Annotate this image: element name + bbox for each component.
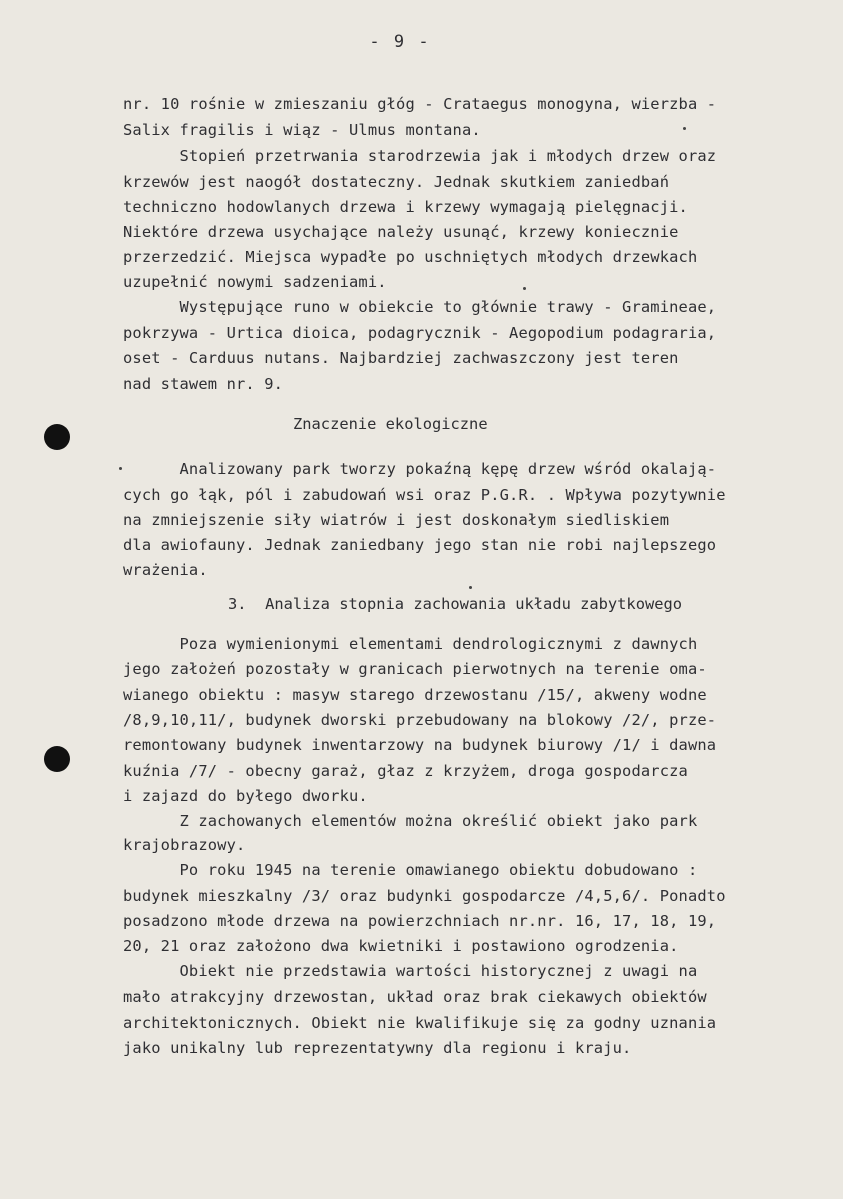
text-line: Poza wymienionymi elementami dendrologicznymi z dawnych bbox=[123, 635, 698, 653]
scan-speck bbox=[523, 287, 526, 290]
scan-speck bbox=[119, 467, 122, 470]
text-line: oset - Carduus nutans. Najbardziej zachwaszczony jest teren bbox=[123, 349, 679, 367]
punch-hole-bottom bbox=[44, 746, 70, 772]
text-line: wianego obiektu : masyw starego drzewostanu /15/, akweny wodne bbox=[123, 686, 707, 704]
text-line: Po roku 1945 na terenie omawianego obiektu dobudowano : bbox=[123, 861, 698, 879]
text-line: krajobrazowy. bbox=[123, 836, 246, 854]
scan-speck bbox=[469, 586, 472, 589]
text-line: jego założeń pozostały w granicach pierwotnych na terenie oma- bbox=[123, 660, 707, 678]
text-line: Występujące runo w obiekcie to głównie trawy - Gramineae, bbox=[123, 298, 717, 316]
text-line: dla awiofauny. Jednak zaniedbany jego stan nie robi najlepszego bbox=[123, 536, 717, 554]
text-line: Stopień przetrwania starodrzewia jak i młodych drzew oraz bbox=[123, 147, 717, 165]
text-line: /8,9,10,11/, budynek dworski przebudowany na blokowy /2/, prze- bbox=[123, 711, 717, 729]
text-line: remontowany budynek inwentarzowy na budynek biurowy /1/ i dawna bbox=[123, 736, 717, 754]
text-line: wrażenia. bbox=[123, 561, 208, 579]
text-line: Niektóre drzewa usychające należy usunąć, krzewy koniecznie bbox=[123, 223, 679, 241]
scan-speck bbox=[683, 127, 686, 130]
text-line: mało atrakcyjny drzewostan, układ oraz brak ciekawych obiektów bbox=[123, 988, 707, 1006]
text-line: Salix fragilis i wiąz - Ulmus montana. bbox=[123, 121, 481, 139]
text-line: kuźnia /7/ - obecny garaż, głaz z krzyżem, droga gospodarcza bbox=[123, 762, 688, 780]
text-line: nr. 10 rośnie w zmieszaniu głóg - Crataegus monogyna, wierzba - bbox=[123, 95, 717, 113]
text-line: Analizowany park tworzy pokaźną kępę drzew wśród okalają- bbox=[123, 460, 717, 478]
page-number: - 9 - bbox=[369, 32, 431, 52]
text-line: 20, 21 oraz założono dwa kwietniki i postawiono ogrodzenia. bbox=[123, 937, 679, 955]
section-heading: Znaczenie ekologiczne bbox=[293, 415, 488, 433]
text-line: na zmniejszenie siły wiatrów i jest doskonałym siedliskiem bbox=[123, 511, 670, 529]
text-line: nad stawem nr. 9. bbox=[123, 375, 284, 393]
text-line: i zajazd do byłego dworku. bbox=[123, 787, 368, 805]
text-line: cych go łąk, pól i zabudowań wsi oraz P.G.R. . Wpływa pozytywnie bbox=[123, 486, 726, 504]
text-line: Obiekt nie przedstawia wartości historycznej z uwagi na bbox=[123, 962, 698, 980]
text-line: posadzono młode drzewa na powierzchniach nr.nr. 16, 17, 18, 19, bbox=[123, 912, 717, 930]
text-line: architektonicznych. Obiekt nie kwalifikuje się za godny uznania bbox=[123, 1014, 717, 1032]
section-heading: 3. Analiza stopnia zachowania układu zabytkowego bbox=[228, 595, 683, 613]
text-line: pokrzywa - Urtica dioica, podagrycznik - Aegopodium podagraria, bbox=[123, 324, 717, 342]
text-line: przerzedzić. Miejsca wypadłe po uschniętych młodych drzewkach bbox=[123, 248, 698, 266]
text-line: budynek mieszkalny /3/ oraz budynki gospodarcze /4,5,6/. Ponadto bbox=[123, 887, 726, 905]
text-line: krzewów jest naogół dostateczny. Jednak skutkiem zaniedbań bbox=[123, 173, 670, 191]
text-line: uzupełnić nowymi sadzeniami. bbox=[123, 273, 387, 291]
text-line: Z zachowanych elementów można określić obiekt jako park bbox=[123, 812, 698, 830]
punch-hole-top bbox=[44, 424, 70, 450]
text-line: techniczno hodowlanych drzewa i krzewy wymagają pielęgnacji. bbox=[123, 198, 688, 216]
text-line: jako unikalny lub reprezentatywny dla regionu i kraju. bbox=[123, 1039, 632, 1057]
